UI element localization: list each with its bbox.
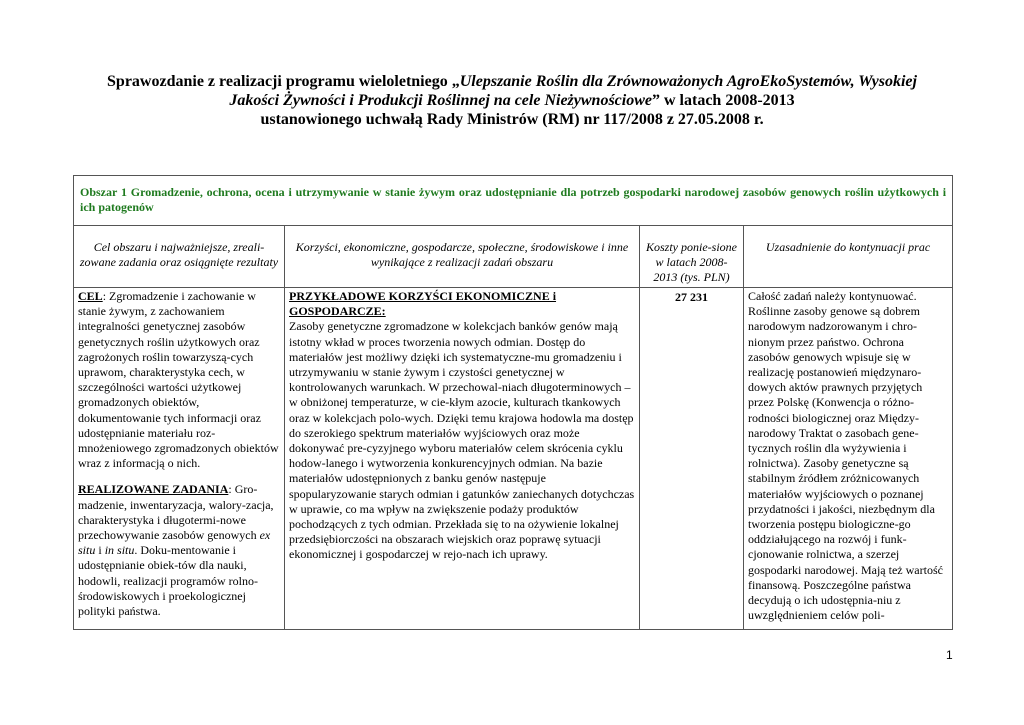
goal-paragraph <box>78 289 280 471</box>
header-goal: Cel obszaru i najważniejsze, zreali-zowane zadania oraz osiągnięte rezultaty <box>74 226 285 288</box>
benefits-heading: PRZYKŁADOWE KORZYŚCI EKONOMICZNE i GOSPODARCZE: <box>289 289 557 319</box>
header-justification: Uzasadnienie do kontynuacji prac <box>744 226 953 288</box>
tasks-text-2: . Doku-mentowanie i udostępnianie obiek-tów dla nauki, hodowli, realizacji programów rolno-środowiskowych i proekologicznej polityki państwa. <box>78 543 258 619</box>
obszar-heading: Obszar 1 Gromadzenie, ochrona, ocena i utrzymywanie w stanie żywym oraz udostępnianie dla potrzeb gospodarki narodowej zasobów genowych roślin użytkowych i ich patogenów <box>74 176 953 226</box>
page-number: 1 <box>946 648 953 662</box>
goal-text: : Zgromadzenie i zachowanie w stanie żywym, z zachowaniem integralności genetycznej zasobów genetycznych roślin użytkowych oraz zagrożonych roślin towarzyszą-cych uprawom, charakterystyka cech, w szczególności wartości użytkowej gromadzonych obiektów, dokumentowanie tych informacji oraz udostępnianie materiału roz-mnożeniowego zgromadzonych obiektów wraz z informacją o nich. <box>78 289 279 471</box>
benefits-text: Zasoby genetyczne zgromadzone w kolekcjach banków genów mają istotny wkład w proces tworzenia nowych odmian. Dostęp do materiałów jest możliwy dzięki ich systematyczne-mu gromadzeniu i utrzymywaniu w stanie żywym i czystości genetycznej w kontrolowanych warunkach. W przechowal-niach długoterminowych – w obniżonej temperaturze, w cie-kłym azocie, kulturach tkankowych oraz w kolekcjach polo-wych. Dzięki temu krajowa hodowla ma dostęp do szerokiego spektrum materiałów wyjściowych oraz może dokonywać pre-cyzyjnego wyboru materiałów celem skrócenia cyklu hodow-lanego i wytworzenia konkurencyjnych odmian. Na bazie materiałów udostępnionych z banku genów następuje spopularyzowanie starych odmian i gatunków zaniechanych dotychczas w uprawie, co ma wpływ na zwiększenie podaży produktów pochodzących z tych odmian. Przekłada się to na ożywienie lokalnej przedsiębiorczości na obszarach wiejskich oraz poprawę sytuacji ekonomicznej i gospodarczej w rejo-nach ich uprawy. <box>289 319 635 562</box>
benefits-cell <box>285 288 640 630</box>
tasks-label: REALIZOWANE ZADANIA <box>78 482 229 497</box>
tasks-conjunction: i <box>95 543 105 558</box>
goal-label: CEL <box>78 289 103 303</box>
report-table <box>73 175 953 630</box>
title-line-1: Sprawozdanie z realizacji programu wieloletniego „Ulepszanie Roślin dla Zrównoważonych AgroEkoSystemów, Wysokiej <box>107 73 917 90</box>
header-costs: Koszty ponie-sione w latach 2008-2013 (tys. PLN) <box>640 226 744 288</box>
title-line-2: Jakości Żywności i Produkcji Roślinnej na cele Nieżywnościowe” w latach 2008-2013 <box>229 92 795 109</box>
ex-situ-term: ex situ <box>78 528 271 558</box>
tasks-text-1: : Gro-madzenie, inwentaryzacja, walory-zacja, charakterystyka i długotermi-nowe przechowywanie zasobów genowych <box>78 482 274 543</box>
justification-cell <box>744 288 953 630</box>
tasks-paragraph <box>78 482 280 619</box>
in-situ-term: in situ <box>104 543 135 558</box>
header-benefits: Korzyści, ekonomiczne, gospodarcze, społeczne, środowiskowe i inne wynikające z realizacji zadań obszaru <box>285 226 640 288</box>
title-line-3: ustanowionego uchwałą Rady Ministrów (RM) nr 117/2008 z 27.05.2008 r. <box>260 111 764 128</box>
cost-cell: 27 231 <box>640 288 744 630</box>
justification-text: Całość zadań należy kontynuować. Roślinne zasoby genowe są dobrem narodowym nadzorowanym i chro-nionym przez państwo. Ochrona zasobów genowych wpisuje się w realizację postanowień międzynaro-dowych aktów prawnych przyjętych przez Polskę (Konwencja o różno-rodności biologicznej oraz Między-narodowy Traktat o zasobach gene-tycznych roślin dla wyżywienia i rolnictwa). Zasoby genetyczne są stabilnym źródłem zróżnicowanych materiałów wyjściowych o poznanej przydatności i jakości, niezbędnym dla tworzenia postępu biologiczne-go oddziałującego na rozwój i funk-cjonowanie rolnictwa, a szerzej gospodarki narodowej. Mają też wartość finansową. Poszczególne państwa decydują o ich udostępnia-niu z uwzględnieniem celów poli- <box>748 289 943 623</box>
document-title <box>60 72 964 129</box>
goal-cell <box>74 288 285 630</box>
